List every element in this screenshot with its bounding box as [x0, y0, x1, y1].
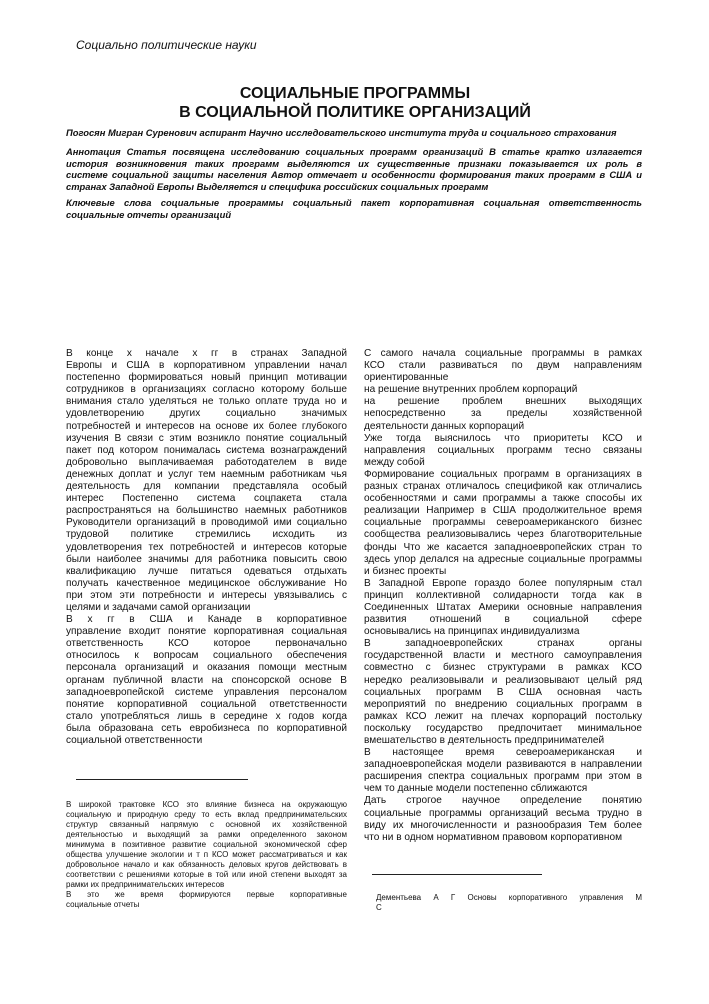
body-line: западноевропейской системе управления персоналом — [66, 686, 347, 698]
body-line: В настоящее время североамериканская и — [364, 747, 642, 759]
abstract-line: Аннотация Статья посвящена исследованию социальных программ организаций В статье кратко излагается — [66, 146, 642, 157]
body-line: социальные программы североамериканского бизнес — [364, 517, 642, 529]
body-line: Формирование социальных программ в организациях в — [364, 468, 642, 480]
body-line: нередко реализовывали и реализовывают целый ряд — [364, 674, 642, 686]
body-line: денежных доплат и услуг тем наемным работникам чья — [66, 468, 347, 480]
body-line: Уже тогда выяснилось что приоритеты КСО и — [364, 432, 642, 444]
footnote-line: В это же время формируются первые корпоративные — [66, 890, 347, 899]
body-column-left — [66, 348, 347, 747]
body-line: сообщества реализовывались через благотворительные — [364, 529, 642, 541]
body-line: совместно с бизнес структурами в рамках КСО — [364, 662, 642, 674]
body-line: целями и задачами самой организации — [66, 601, 251, 613]
body-line: направления социальных программ тесно связаны — [364, 444, 642, 456]
footnote-line: С — [376, 903, 382, 912]
body-line: В западноевропейских странах органы — [364, 638, 642, 650]
body-line: потребностей и интересов на основе их более глубокого — [66, 420, 347, 432]
body-line: рамках КСО лежит на плечах корпораций постольку — [364, 710, 642, 722]
body-line: управление входит понятие корпоративная социальная — [66, 626, 347, 638]
body-line: относилось к вопросам социального обеспечения — [66, 650, 347, 662]
body-line: Соединенных Штатах Америки основные направления — [364, 601, 642, 613]
body-line: В х гг в США и Канаде в корпоративное — [66, 614, 347, 626]
footnote-line: рамки их предпринимательских интересов — [66, 880, 225, 889]
body-line: были наиболее значимы для работника повысить свою — [66, 553, 347, 565]
body-line: на решение проблем внешних выходящих — [364, 396, 642, 408]
body-line: социальных программ В США основная часть — [364, 686, 642, 698]
body-line: В Западной Европе гораздо более популярным стал — [364, 577, 642, 589]
body-line: Дать строгое научное определение понятию — [364, 795, 642, 807]
body-line: ответственность КСО которое первоначально — [66, 638, 347, 650]
abstract-line: системе социальной защиты населения Автор отмечает и особенности формирования таких программ в США и — [66, 169, 642, 180]
body-line: реализации Например в США продолжительное время — [364, 505, 642, 517]
body-line: непосредственно за пределы хозяйственной — [364, 408, 642, 420]
body-line: Руководители организаций в проводимой ими социально — [66, 517, 347, 529]
body-line: между собой — [364, 456, 425, 468]
body-line: органам публичной власти на спонсорской основе В — [66, 674, 347, 686]
body-line: постепенно формироваться новый принцип мотивации — [66, 372, 347, 384]
footnote-line: общества улучшение экологии и т п КСО может рассматриваться и как — [66, 850, 347, 859]
body-line: мероприятий по внедрению социальных программ в — [364, 698, 642, 710]
body-line: при этом эти потребности и интересы увязывались с — [66, 589, 347, 601]
body-line: и бизнес проекты — [364, 565, 447, 577]
footnote-line: В широкой трактовке КСО это влияние бизнеса на окружающую — [66, 800, 347, 809]
body-line: квалификацию лучше питаться одеваться отдыхать — [66, 565, 347, 577]
body-line: вмешательство в деятельность предпринимателей — [364, 735, 605, 746]
body-line: КСО стали развиваться по двум направлениям — [364, 360, 642, 372]
body-line: удовлетворению других социально значимых — [66, 408, 347, 420]
body-line: фонды Что же касается западноевропейских стран то — [364, 541, 642, 553]
author-line: Погосян Мигран Суренович аспирант Научно исследовательского института труда и социального страхования — [66, 127, 617, 138]
abstract-line: странах Западной Европы Выделяется и специфика российских социальных программ — [66, 180, 489, 192]
footnote-separator-left — [76, 779, 248, 780]
footnote-line: соответствии с решениями которые в той или иной степени выходят за — [66, 870, 347, 879]
body-line: поскольку государство предпочитает минимальное — [364, 722, 642, 734]
keywords — [66, 197, 642, 220]
footnote-right — [376, 893, 642, 913]
keywords-line: Ключевые слова социальные программы социальный пакет корпоративная социальная ответственность — [66, 197, 642, 208]
body-line: здесь упор делался на адресные социальные программы — [364, 553, 642, 565]
body-line: С самого начала социальные программы в рамках — [364, 348, 642, 359]
body-line: понятие корпоративной социальной ответственности — [66, 698, 347, 710]
body-line: была образована сеть евробизнеса по корпоративной — [66, 722, 347, 734]
body-line: сотрудников в организациях согласно которому больше — [66, 384, 347, 396]
body-line: трудовой политике стремились исходить из — [66, 529, 347, 541]
body-line: Европы и США в корпоративном управлении начал — [66, 360, 347, 372]
footnote-separator-right — [372, 874, 542, 875]
body-line: деятельности данных корпораций — [364, 420, 525, 432]
body-line: деятельность для компании представляла особый — [66, 481, 347, 493]
body-line: разных странах отличалось спецификой как отличались — [364, 481, 642, 493]
body-line: социальной ответственности — [66, 735, 203, 746]
body-line: внимания стало уделяться не только оплате труда но и — [66, 396, 347, 408]
footnote-line: социальные отчеты — [66, 900, 140, 909]
article-title-line-1: СОЦИАЛЬНЫЕ ПРОГРАММЫ — [239, 85, 471, 102]
body-line: ориентированные — [364, 372, 449, 384]
body-line: западноевропейская модели развиваются в направлении — [364, 759, 642, 771]
body-line: стало употребляться лишь в середине х годов когда — [66, 710, 347, 722]
footnote-line: социальную и природную среду то есть вклад предпринимательских — [66, 810, 347, 819]
footnote-line: добровольное начало и как обязанность деловых кругов действовать в — [66, 860, 347, 869]
body-line: виду их многочисленности и разнообразия Тем более — [364, 819, 642, 831]
abstract-line: история возникновения таких программ выделяются их существенные признаки показывается их роль в — [66, 157, 642, 169]
footnote-line: минимума в позитивное развитие социальной экономической сфер — [66, 840, 347, 849]
body-line: чем то данные модели постепенно сближаются — [364, 783, 588, 795]
body-line: добровольно выплачиваемая работодателем в виде — [66, 456, 347, 468]
body-line: удовлетворения тех потребностей и интересов которые — [66, 541, 347, 553]
abstract — [66, 146, 642, 192]
running-head: Социально политические науки — [76, 38, 257, 52]
body-line: пакет под котором понималась система вознаграждений — [66, 444, 347, 456]
body-line: что ни в одном нормативном правовом корпоративном — [364, 831, 623, 843]
body-line: персонала организаций и оказания помощи местным — [66, 662, 347, 674]
footnote-line: структур связанный напрямую с основной их хозяйственной — [66, 820, 347, 829]
footnote-line: Дементьева А Г Основы корпоративного управления М — [376, 893, 642, 902]
body-line: государственной власти и местного самоуправления — [364, 650, 642, 662]
body-line: основывались на принципах индивидуализма — [364, 626, 580, 638]
body-line: получать качественное медицинское обслуживание Но — [66, 577, 347, 589]
keywords-line: социальные отчеты организаций — [66, 208, 232, 220]
body-line: развития отношений в социальной сфере — [364, 614, 642, 626]
footnote-left — [66, 800, 347, 910]
body-line: принцип коллективной солидарности тогда как в — [364, 589, 642, 601]
footnote-line: деятельностью и выходящий за рамки определенного законом — [66, 830, 347, 839]
body-line: на решение внутренних проблем корпораций — [364, 384, 578, 396]
body-line: интерес Постепенно система соцпакета стала — [66, 493, 347, 505]
body-line: изучения В связи с этим возникло понятие социальный — [66, 432, 347, 444]
body-line: социальные программы организаций весьма трудно в — [364, 807, 642, 819]
body-line: особенностями и сами программы а также способы их — [364, 493, 642, 505]
body-line: расширения спектра социальных программ при этом в — [364, 771, 642, 783]
body-line: В конце х начале х гг в странах Западной — [66, 348, 347, 359]
body-line: распространяться на большинство наемных работников — [66, 505, 347, 517]
article-title-line-2: В СОЦИАЛЬНОЙ ПОЛИТИКЕ ОРГАНИЗАЦИЙ — [179, 104, 531, 121]
body-column-right — [364, 348, 642, 844]
